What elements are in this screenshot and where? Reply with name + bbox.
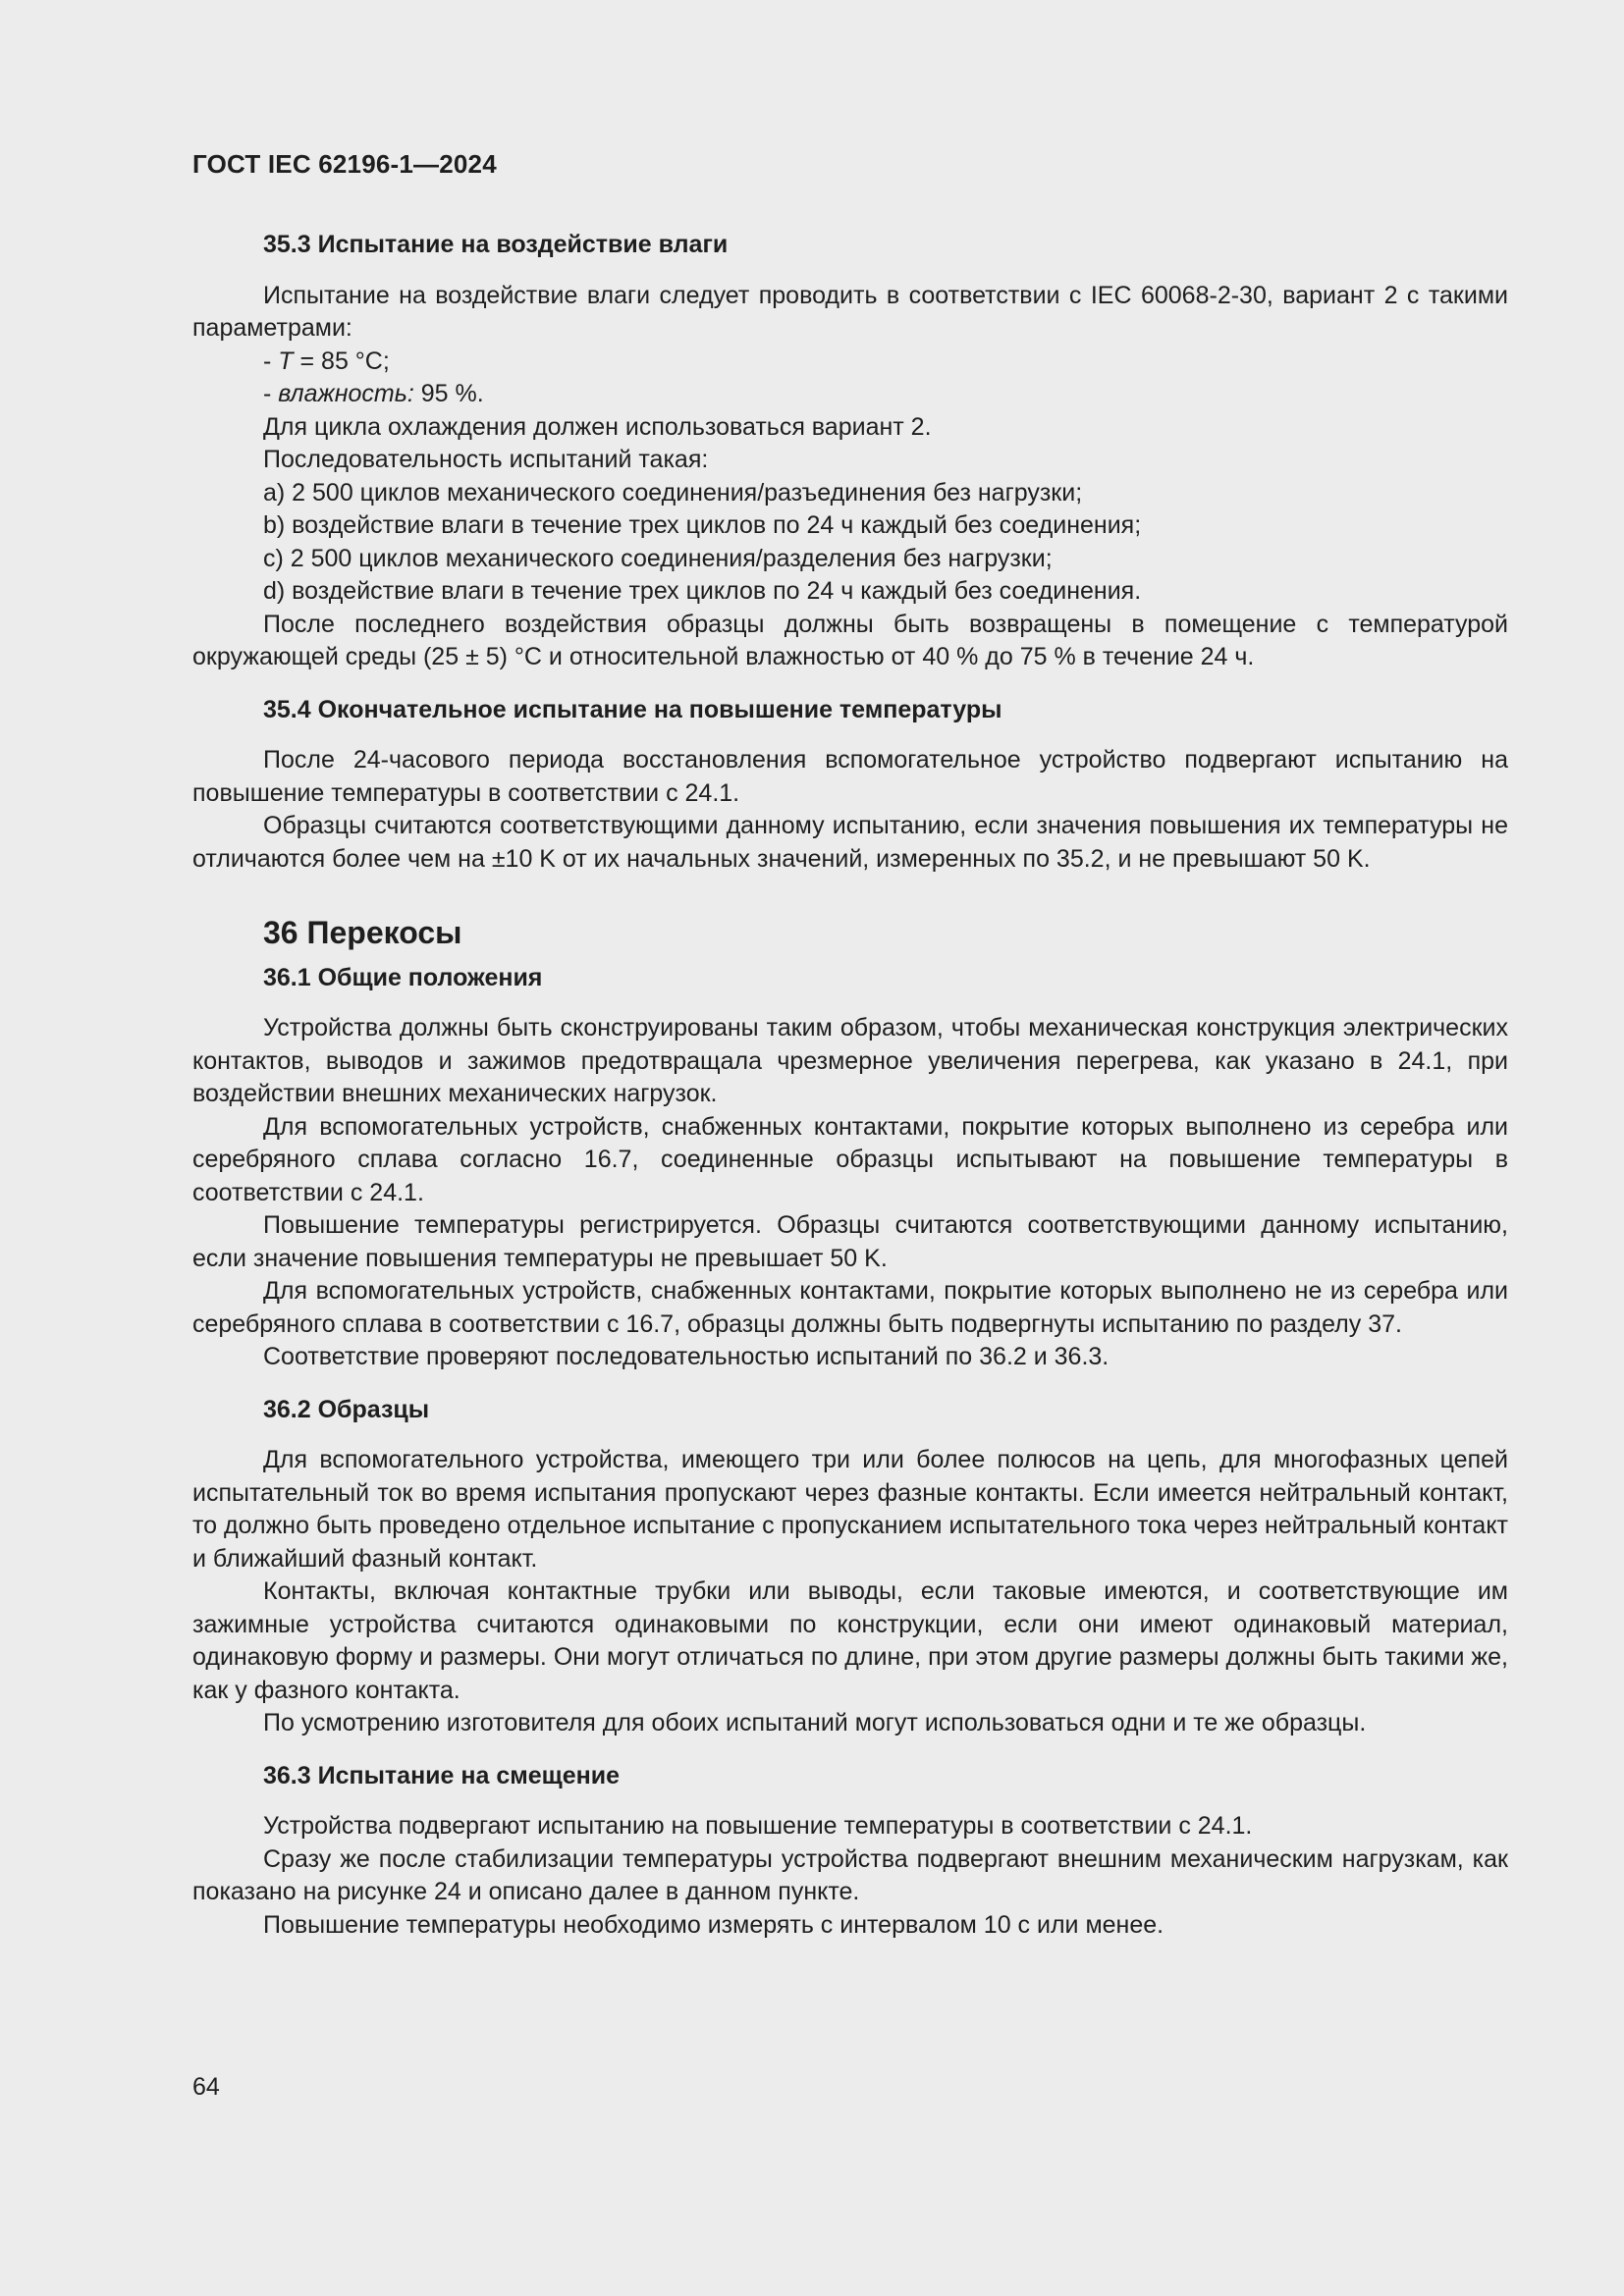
list-item: a) 2 500 циклов механического соединения/разъединения без нагрузки; bbox=[263, 478, 1083, 507]
paragraph: Для вспомогательных устройств, снабженных контактами, покрытие которых выполнено из серебра или серебряного сплава согласно 16.7, соединенные образцы испытывают на повышение температуры в соответствии с 24.1. bbox=[192, 1112, 1508, 1206]
paragraph: Образцы считаются соответствующими данному испытанию, если значения повышения их температуры не отличаются более чем на ±10 K от их начальных значений, измеренных по 35.2, и не превышают 50 K. bbox=[192, 812, 1508, 873]
paragraph: Соответствие проверяют последовательностью испытаний по 36.2 и 36.3. bbox=[263, 1343, 1110, 1370]
document-body bbox=[192, 229, 1508, 1942]
paragraph: Устройства должны быть сконструированы таким образом, чтобы механическая конструкция электрических контактов, выводов и зажимов предотвращала чрезмерное увеличения перегрева, как указано в 24.1, при воздействии внешних механических нагрузок. bbox=[192, 1014, 1508, 1107]
paragraph: Для вспомогательных устройств, снабженных контактами, покрытие которых выполнено не из серебра или серебряного сплава в соответствии с 16.7, образцы должны быть подвергнуты испытанию по разделу 37. bbox=[192, 1277, 1508, 1338]
section-35-4-title: 35.4 Окончательное испытание на повышение температуры bbox=[263, 695, 1002, 723]
paragraph: После 24-часового периода восстановления вспомогательное устройство подвергают испытанию на повышение температуры в соответствии с 24.1. bbox=[192, 746, 1508, 807]
paragraph: Повышение температуры регистрируется. Образцы считаются соответствующими данному испытанию, если значение повышения температуры не превышает 50 K. bbox=[192, 1211, 1508, 1272]
paragraph: По усмотрению изготовителя для обоих испытаний могут использоваться одни и те же образцы. bbox=[263, 1709, 1367, 1736]
list-item: c) 2 500 циклов механического соединения/разделения без нагрузки; bbox=[263, 544, 1053, 572]
paragraph: Для вспомогательного устройства, имеющего три или более полюсов на цепь, для многофазных цепей испытательный ток во время испытания пропускают через фазные контакты. Если имеется нейтральный контакт, то должно быть проведено отдельное испытание с пропусканием испытательного тока через нейтральный контакт и ближайший фазный контакт. bbox=[192, 1446, 1508, 1573]
section-35-3-after: После последнего воздействия образцы должны быть возвращены в помещение с температурой окружающей среды (25 ± 5) °C и относительной влажностью от 40 % до 75 % в течение 24 ч. bbox=[192, 610, 1508, 670]
section-36-2-title: 36.2 Образцы bbox=[263, 1395, 430, 1423]
document-header: ГОСТ IEC 62196-1—2024 bbox=[192, 149, 497, 179]
section-36-title: 36 Перекосы bbox=[263, 915, 462, 950]
param-temperature: - T = 85 °C; bbox=[263, 347, 390, 375]
section-35-3-intro: Испытание на воздействие влаги следует проводить в соответствии с IEC 60068-2-30, вариант 2 с такими параметрами: bbox=[192, 281, 1508, 342]
paragraph: Контакты, включая контактные трубки или выводы, если таковые имеются, и соответствующие им зажимные устройства считаются одинаковыми по конструкции, если они имеют одинаковый материал, одинаковую форму и размеры. Они могут отличаться по длине, при этом другие размеры должны быть такими же, как у фазного контакта. bbox=[192, 1577, 1508, 1704]
page-number: 64 bbox=[192, 2073, 220, 2101]
section-36-1-title: 36.1 Общие положения bbox=[263, 963, 543, 991]
paragraph: Устройства подвергают испытанию на повышение температуры в соответствии с 24.1. bbox=[263, 1812, 1253, 1840]
list-item: d) воздействие влаги в течение трех циклов по 24 ч каждый без соединения. bbox=[263, 577, 1142, 605]
param-humidity: - влажность: 95 %. bbox=[263, 380, 484, 407]
section-35-3-cooling: Для цикла охлаждения должен использоваться вариант 2. bbox=[263, 412, 932, 441]
paragraph: Сразу же после стабилизации температуры устройства подвергают внешним механическим нагрузкам, как показано на рисунке 24 и описано далее в данном пункте. bbox=[192, 1844, 1508, 1905]
section-35-3-title: 35.3 Испытание на воздействие влаги bbox=[263, 231, 729, 258]
section-36-3-title: 36.3 Испытание на смещение bbox=[263, 1761, 621, 1789]
paragraph: Повышение температуры необходимо измерять с интервалом 10 с или менее. bbox=[263, 1910, 1164, 1939]
section-35-3-sequence: Последовательность испытаний такая: bbox=[263, 446, 709, 473]
list-item: b) воздействие влаги в течение трех циклов по 24 ч каждый без соединения; bbox=[263, 511, 1142, 539]
